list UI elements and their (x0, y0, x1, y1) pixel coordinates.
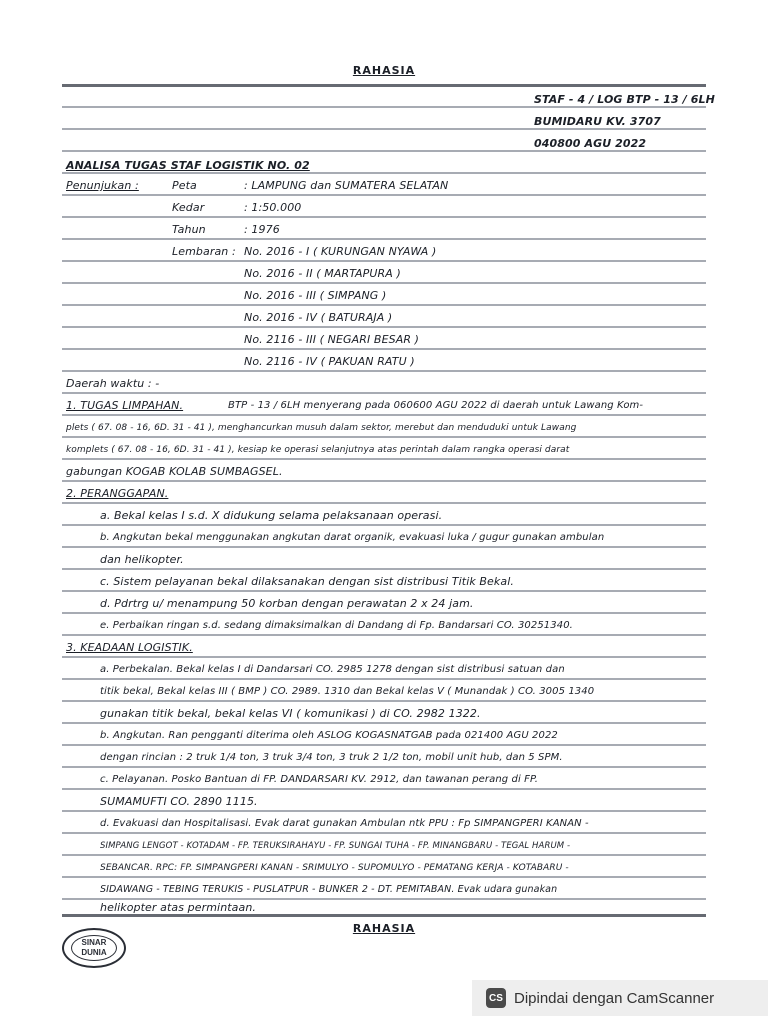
camscanner-badge (472, 980, 768, 1016)
section-3-line: b. Angkutan. Ran pengganti diterima oleh ASLOG KOGASNATGAB pada 021400 AGU 2022 (100, 730, 558, 741)
ruled-line (62, 348, 706, 350)
section-1-heading: 1. TUGAS LIMPAHAN. (66, 399, 184, 412)
section-3-line: dengan rincian : 2 truk 1/4 ton, 3 truk 3/4 ton, 3 truk 2 1/2 ton, mobil unit hub, dan 5 SPM. (100, 752, 563, 763)
section-2-item: e. Perbaikan ringan s.d. sedang dimaksimalkan di Dandang di Fp. Bandarsari CO. 30251340. (100, 620, 573, 631)
section-3-line: d. Evakuasi dan Hospitalisasi. Evak darat gunakan Ambulan ntk PPU : Fp SIMPANGPERI KANAN - (100, 818, 589, 829)
camscanner-icon: CS (486, 988, 506, 1008)
ruled-line (62, 590, 706, 592)
ruled-line (62, 788, 706, 790)
ruled-line (62, 546, 706, 548)
ruled-line (62, 480, 706, 482)
ruled-line (62, 810, 706, 812)
location-line: BUMIDARU KV. 3707 (534, 115, 661, 128)
section-1-line: komplets ( 67. 08 - 16, 6D. 31 - 41 ), kesiap ke operasi selanjutnya atas perintah dalam rangka operasi darat (66, 445, 570, 455)
penunjukan-label: Penunjukan : (66, 179, 139, 192)
section-3-line: helikopter atas permintaan. (100, 901, 257, 914)
ruled-line (62, 436, 706, 438)
lembaran-label: Lembaran : (172, 245, 236, 258)
ruled-line (62, 568, 706, 570)
ruled-line (62, 194, 706, 196)
section-3-line: a. Perbekalan. Bekal kelas I di Dandarsari CO. 2985 1278 dengan sist distribusi satuan dan (100, 664, 565, 675)
ruled-line (62, 282, 706, 284)
ruled-line (62, 832, 706, 834)
peta-label: Peta (172, 179, 197, 192)
section-2-item: d. Pdrtrg u/ menampung 50 korban dengan perawatan 2 x 24 jam. (100, 597, 474, 610)
lembaran-item: No. 2016 - III ( SIMPANG ) (244, 289, 387, 302)
ruled-line (62, 524, 706, 526)
ruled-line (62, 854, 706, 856)
section-1-line: BTP - 13 / 6LH menyerang pada 060600 AGU 2022 di daerah untuk Lawang Kom- (228, 400, 644, 411)
section-2-item: c. Sistem pelayanan bekal dilaksanakan dengan sist distribusi Titik Bekal. (100, 575, 514, 588)
tahun-label: Tahun (172, 223, 206, 236)
section-1-line: gabungan KOGAB KOLAB SUMBAGSEL. (66, 465, 283, 478)
ruled-line (62, 84, 706, 87)
ruled-line (62, 612, 706, 614)
section-2-item: b. Angkutan bekal menggunakan angkutan darat organik, evakuasi luka / gugur gunakan ambulan (100, 532, 605, 543)
ruled-line (62, 260, 706, 262)
sinar-dunia-logo (62, 928, 126, 968)
ruled-line (62, 700, 706, 702)
ruled-line (62, 392, 706, 394)
peta-value: : LAMPUNG dan SUMATERA SELATAN (244, 179, 449, 192)
ruled-line (62, 876, 706, 878)
classification-bottom: RAHASIA (352, 922, 416, 935)
reference-number: STAF - 4 / LOG BTP - 13 / 6LH (534, 93, 715, 106)
lembaran-item: No. 2016 - I ( KURUNGAN NYAWA ) (244, 245, 437, 258)
document-title: ANALISA TUGAS STAF LOGISTIK NO. 02 (66, 159, 310, 172)
section-3-line: SIDAWANG - TEBING TERUKIS - PUSLATPUR - BUNKER 2 - DT. PEMITABAN. Evak udara gunakan (100, 884, 558, 895)
kedar-label: Kedar (172, 201, 205, 214)
lembaran-item: No. 2116 - III ( NEGARI BESAR ) (244, 333, 420, 346)
ruled-line (62, 458, 706, 460)
section-3-line: SEBANCAR. RPC: FP. SIMPANGPERI KANAN - SRIMULYO - SUPOMULYO - PEMATANG KERJA - KOTABARU - (100, 863, 569, 873)
logo-inner-ring (71, 935, 117, 961)
section-3-line: titik bekal, Bekal kelas III ( BMP ) CO. 2989. 1310 dan Bekal kelas V ( Munandak ) CO. 3005 1340 (100, 686, 595, 697)
tahun-value: : 1976 (244, 223, 280, 236)
section-2-item: dan helikopter. (100, 553, 184, 566)
ruled-line (62, 722, 706, 724)
kedar-value: : 1:50.000 (244, 201, 302, 214)
logo-text-line: SINAR (81, 938, 107, 947)
datetime-line: 040800 AGU 2022 (534, 137, 647, 150)
section-3-line: SIMPANG LENGOT - KOTADAM - FP. TERUKSIRAHAYU - FP. SUNGAI TUHA - FP. MINANGBARU - TEGAL HARUM - (100, 841, 571, 851)
section-3-line: c. Pelayanan. Posko Bantuan di FP. DANDARSARI KV. 2912, dan tawanan perang di FP. (100, 774, 539, 785)
section-2-heading: 2. PERANGGAPAN. (66, 487, 169, 500)
daerah-waktu: Daerah waktu : - (66, 377, 160, 390)
lembaran-item: No. 2116 - IV ( PAKUAN RATU ) (244, 355, 415, 368)
section-2-item: a. Bekal kelas I s.d. X didukung selama pelaksanaan operasi. (100, 509, 443, 522)
ruled-line (62, 370, 706, 372)
section-3-heading: 3. KEADAAN LOGISTIK. (66, 641, 193, 654)
lembaran-item: No. 2016 - II ( MARTAPURA ) (244, 267, 401, 280)
ruled-line (62, 678, 706, 680)
ruled-line (62, 414, 706, 416)
logo-text-line: DUNIA (81, 948, 107, 957)
section-3-line: gunakan titik bekal, bekal kelas VI ( komunikasi ) di CO. 2982 1322. (100, 707, 481, 720)
section-1-line: plets ( 67. 08 - 16, 6D. 31 - 41 ), menghancurkan musuh dalam sektor, merebut dan menduduki untuk Lawang (66, 423, 577, 433)
ruled-line (62, 304, 706, 306)
ruled-line (62, 216, 706, 218)
ruled-line (62, 656, 706, 658)
lembaran-item: No. 2016 - IV ( BATURAJA ) (244, 311, 393, 324)
classification-top: RAHASIA (352, 64, 416, 77)
ruled-line (62, 744, 706, 746)
section-3-line: SUMAMUFTI CO. 2890 1115. (100, 795, 258, 808)
ruled-line (62, 238, 706, 240)
ruled-line (62, 634, 706, 636)
ruled-line (62, 326, 706, 328)
ruled-line (62, 502, 706, 504)
camscanner-text: Dipindai dengan CamScanner (514, 989, 715, 1007)
ruled-line (62, 766, 706, 768)
